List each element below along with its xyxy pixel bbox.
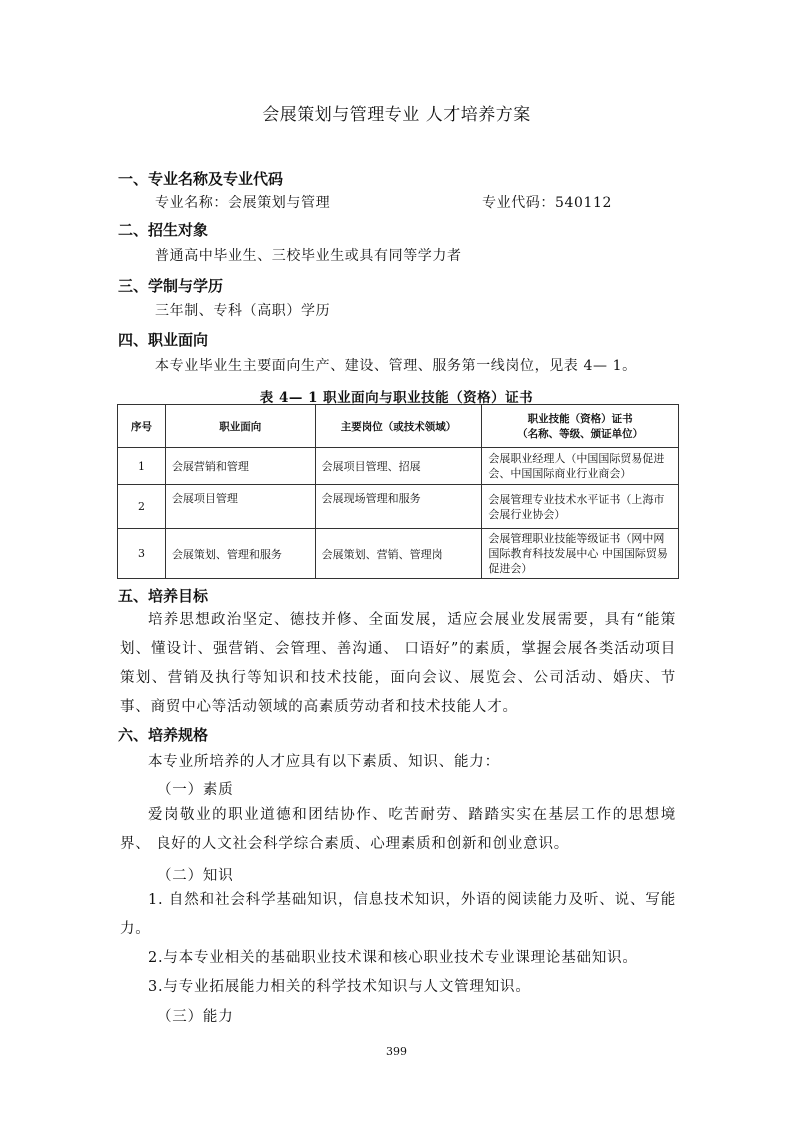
section-heading-enrollment: 二、招生对象 [118,221,209,239]
goal-paragraph: 培养思想政治坚定、德技并修、全面发展，适应会展业发展需要，具有“能策划、懂设计、强营销、会管理、善沟通、 口语好”的素质，掌握会展各类活动项目策划、营销及执行等知识和技术技能，面向会议、展览会、公司活动、婚庆、节事、商贸中心等活动领域的高素质劳动者和技术技能人才。 [120,612,677,715]
header-field: 职业面向 [165,405,315,448]
subheading-quality: （一）素质 [157,782,234,798]
section-heading-career: 四、职业面向 [118,331,209,349]
header-cert-line1: 职业技能（资格）证书 [527,413,633,425]
row-no: 1 [118,448,166,485]
row-cert: 会展管理职业技能等级证书（网中网国际教育科技发展中心 中国国际贸易促进会） [482,529,679,579]
career-text: 本专业毕业生主要面向生产、建设、管理、服务第一线岗位，见表 4— 1。 [155,358,637,374]
table-caption: 表 4— 1 职业面向与职业技能（资格）证书 [259,390,534,406]
schooling-text: 三年制、专科（高职）学历 [155,303,331,319]
section-heading-spec: 六、培养规格 [118,726,209,744]
row-cert: 会展职业经理人（中国国际贸易促进会、中国国际商业行业商会） [482,448,679,485]
header-post: 主要岗位（或技术领域） [315,405,482,448]
spec-intro: 本专业所培养的人才应具有以下素质、知识、能力： [148,754,500,770]
major-name-line: 专业名称：会展策划与管理 [155,195,331,211]
page-title: 会展策划与管理专业 人才培养方案 [262,105,531,125]
row-no: 2 [118,485,166,529]
knowledge-item-2: 2.与本专业相关的基础职业技术课和核心职业技术专业课理论基础知识。 [148,950,638,966]
section-heading-goal: 五、培养目标 [118,587,209,605]
subheading-ability: （三）能力 [157,1009,234,1025]
table-header-row [118,405,679,448]
header-no: 序号 [118,405,166,448]
header-cert-line2: （名称、等级、颁证单位） [517,428,644,440]
row-field: 会展营销和管理 [165,448,315,485]
section-heading-major: 一、专业名称及专业代码 [118,170,284,188]
major-code-line: 专业代码：540112 [482,195,613,211]
table-row [118,448,679,485]
table-row [118,529,679,579]
subheading-knowledge: （二）知识 [157,868,234,884]
row-post: 会展现场管理和服务 [315,485,482,529]
row-field: 会展项目管理 [165,485,315,529]
header-cert [482,405,679,448]
enrollment-text: 普通高中毕业生、三校毕业生或具有同等学力者 [155,248,462,264]
knowledge-item-3: 3.与专业拓展能力相关的科学技术知识与人文管理知识。 [148,979,531,995]
page-number: 399 [386,1045,407,1058]
row-post: 会展项目管理、招展 [315,448,482,485]
row-field: 会展策划、管理和服务 [165,529,315,579]
section-heading-schooling: 三、学制与学历 [118,277,224,295]
table-row [118,485,679,529]
row-cert: 会展管理专业技术水平证书（上海市会展行业协会） [482,485,679,529]
row-no: 3 [118,529,166,579]
quality-paragraph: 爱岗敬业的职业道德和团结协作、吃苦耐劳、踏踏实实在基层工作的思想境界、 良好的人文社会科学综合素质、心理素质和创新和创业意识。 [120,807,676,852]
career-table [117,404,679,579]
row-post: 会展策划、营销、管理岗 [315,529,482,579]
knowledge-item-1: 1. 自然和社会科学基础知识，信息技术知识，外语的阅读能力及听、说、写能力。 [120,892,676,937]
